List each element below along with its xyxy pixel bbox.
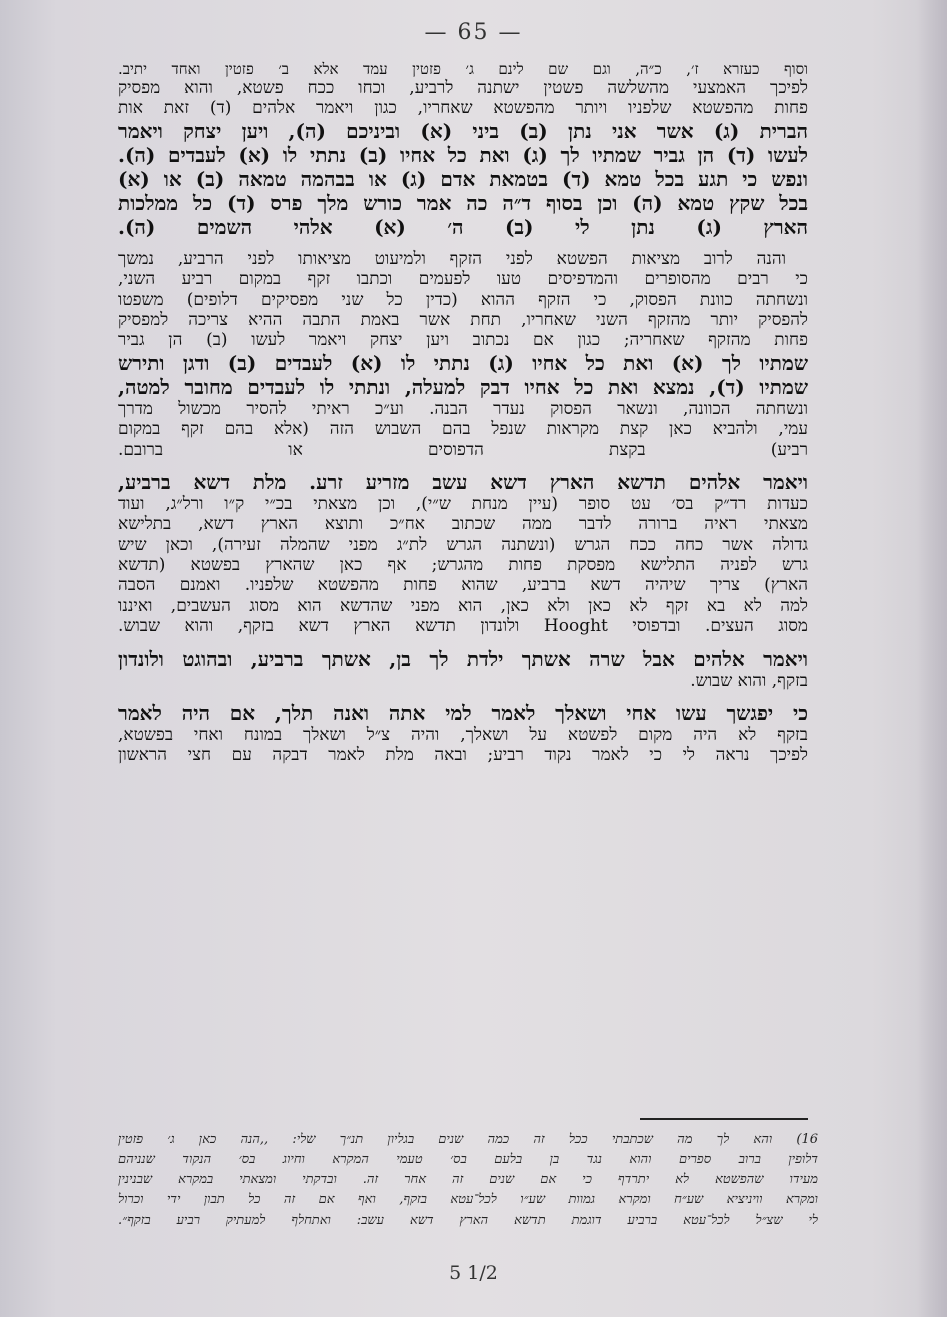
text-line: כעדות רד״ק בס׳ עט סופר (עיין מנחת ש״י), וכן מצאתי בכ״י ק״ו ורל״ג, ועוד (118, 493, 808, 514)
text-line: מצאתי ראיה ברורה לדבר ממה שכתוב אח״כ ותוצא הארץ דשא, בתלישא (118, 514, 808, 535)
top-block (118, 60, 808, 239)
footnote (118, 1130, 818, 1231)
text-line: למה לא בא זקף לא כאן ולא כאן, הוא מפני שהדשא הוא מסוג העשבים, ואיננו (118, 595, 808, 616)
text-line: גרש לפניה התלישא מפסקת פחות מהגרש; אף כאן שהארץ בפשטא (תדשא (118, 555, 808, 576)
paragraph-tadshe (118, 470, 808, 637)
text-line: שמתיו לך (א) ואת כל אחיו (ג) נתתי לו (א) לעבדים (ב) ודגן ותירש (118, 350, 808, 375)
paragraph-error-note (118, 249, 808, 460)
text-line: ויאמר אלהים תדשא הארץ דשא עשב מזריע זרע. מלת דשא ברביע, (118, 469, 808, 494)
text-line: ונפש כי תגע בכל טמא (ד) בטמאת אדם (ג) או בבהמה טמאה (ב) או (א) (118, 166, 808, 191)
text-line: גדולה אשר כחה ככח הגרש (ונשתנה הגרש לת״ג מפני שהמלה זעירה), וכאן שיש (118, 534, 808, 555)
footnote-line: לי שצ״ל לכל־עטא ברביע דוגמת תדשא הארץ דשא עשב: ואתחלף למעתיק רביע בזקף״. (118, 1212, 818, 1228)
footnote-line: דלופין ברוב ספרים והוא נגד בן בלעם בס׳ טעמי המקרא וחיוג בס׳ הנקוד שנניהם (118, 1152, 818, 1168)
text-line: בזקף לא היה מקום לפשטא על ושאלך, והיה צ״ל ושאלך במונח ואחי בפשטא, (118, 725, 808, 746)
text-line: הברית (ג) אשר אני נתן (ב) ביני (א) וביניכם (ה), ויען יצחק ויאמר (118, 118, 808, 143)
footnote-line: 16) והא לך מה שכתבתי ככל זה כמה שנים בגליון תנ״ך שלי: ,,הנה כאן ג׳ פזטין (118, 1132, 818, 1147)
text-line: פחות מהפשטא שלפניו ויותר מהפשטא שאחריו, כגון ויאמר אלהים (ד) זאת אות (118, 98, 808, 119)
text-line: והנה לרוב מציאות הפשטא לפני הזקף ולמיעוט מציאותו לפני הרביע, נמשך (118, 248, 786, 269)
text-line: שמתיו (ד), נמצא ואת כל אחיו דבק למעלה, ונתתי לו לעבדים מחובר למטה, (118, 374, 808, 399)
text-line: ויאמר אלהים אבל שרה אשתך ילדת לך בן, אשתך ברביע, ובהוגט ולונדון (118, 646, 808, 671)
text-line: לפיכך האמצעי מהשלשה פשטין ישתנה לרביע, וכחו ככח פשטא, והוא מפסיק (118, 78, 808, 98)
main-text (118, 60, 808, 766)
text-line: כי רבים מהסופרים והמדפיסים טעו לפעמים וכתבו זקף במקום רביע השני, (118, 269, 808, 290)
signature-mark: 5 1/2 (449, 1262, 498, 1284)
text-line: בזקף, והוא שבוש. (690, 670, 808, 691)
text-line: ונשחתה הכוונה, ונשאר הפסוק נעדר הבנה. וע״כ ראיתי להסיר מכשול מדרך (118, 398, 808, 419)
text-line: כי יפגשך עשו אחי ושאלך לאמר למי אתה ואנה תלך, אם היה לאמר (118, 701, 808, 726)
text-line: רביע) בקצת הדפוסים או ברובם. (118, 439, 808, 460)
text-line: מסוג העצים. ובדפוסי Hooght ולונדון תדשא הארץ דשא בזקף, והוא שבוש. (118, 616, 808, 637)
page-edge-shadow (917, 0, 947, 1317)
text-line: ונשחתה כוונת הפסוק, כי הזקף ההוא (כדין כל שני מפסיקים דלופים) משפטו (118, 289, 808, 310)
text-line: להפסיק יותר מהזקף השני שאחריו, תחת אשר באמת התבה ההיא צריכה למפסיק (118, 309, 808, 330)
text-line: לעשו (ד) הן גביר שמתיו לך (ג) ואת כל אחיו (ב) נתתי לו (א) לעבדים (ה). (118, 142, 808, 167)
paragraph-sarah (118, 647, 808, 691)
text-line: וסוף כעזרא ז׳, כ״ה, וגם שם לינם ג׳ פזטין עמד אלא ב׳ פזטין ואחד יתיב. (118, 60, 808, 78)
footnote-divider (640, 1118, 808, 1120)
footnote-line: ומקרא וויניציא שע״ח ומקרא גמוות שע״ו לכל־עטא בזקף, ואף אם זה כל תבון ידי וכרול (118, 1192, 818, 1208)
text-line: לפיכך נראה לי כי לאמר נקוד רביע; ובאה מלת לאמר דבקה עם חצי הראשון (118, 745, 808, 766)
page-number: — 65 — (424, 20, 523, 45)
text-line: פחות מהזקף שאחריה; כגון אם נכתוב ויען יצחק ויאמר לעשו (ב) הן גביר (118, 330, 808, 351)
paragraph-esav (118, 701, 808, 766)
text-line: עמי, ולהביא כאן קצת מקראות שנפל בהם השבוש הזה (אלא בהם זקף במקום (118, 419, 808, 440)
footnote-line: מעידו שהפשטא לא יתרדף כי אם שנים זה אחר זה. ובדקתי ומצאתי במקרא שבנינין (118, 1172, 818, 1188)
text-line: בכל שקץ טמא (ה) וכן בסוף ד״ה כה אמר כורש מלך פרס (ד) כל ממלכות (118, 190, 808, 215)
text-line: הארץ) צריך שיהיה דשא ברביע, שהוא פחות מהפשטא שלפניו. ואמנם הסבה (118, 575, 808, 596)
text-line: הארץ (ג) נתן לי (ב) ה׳ (א) אלהי השמים (ה). (118, 214, 808, 239)
